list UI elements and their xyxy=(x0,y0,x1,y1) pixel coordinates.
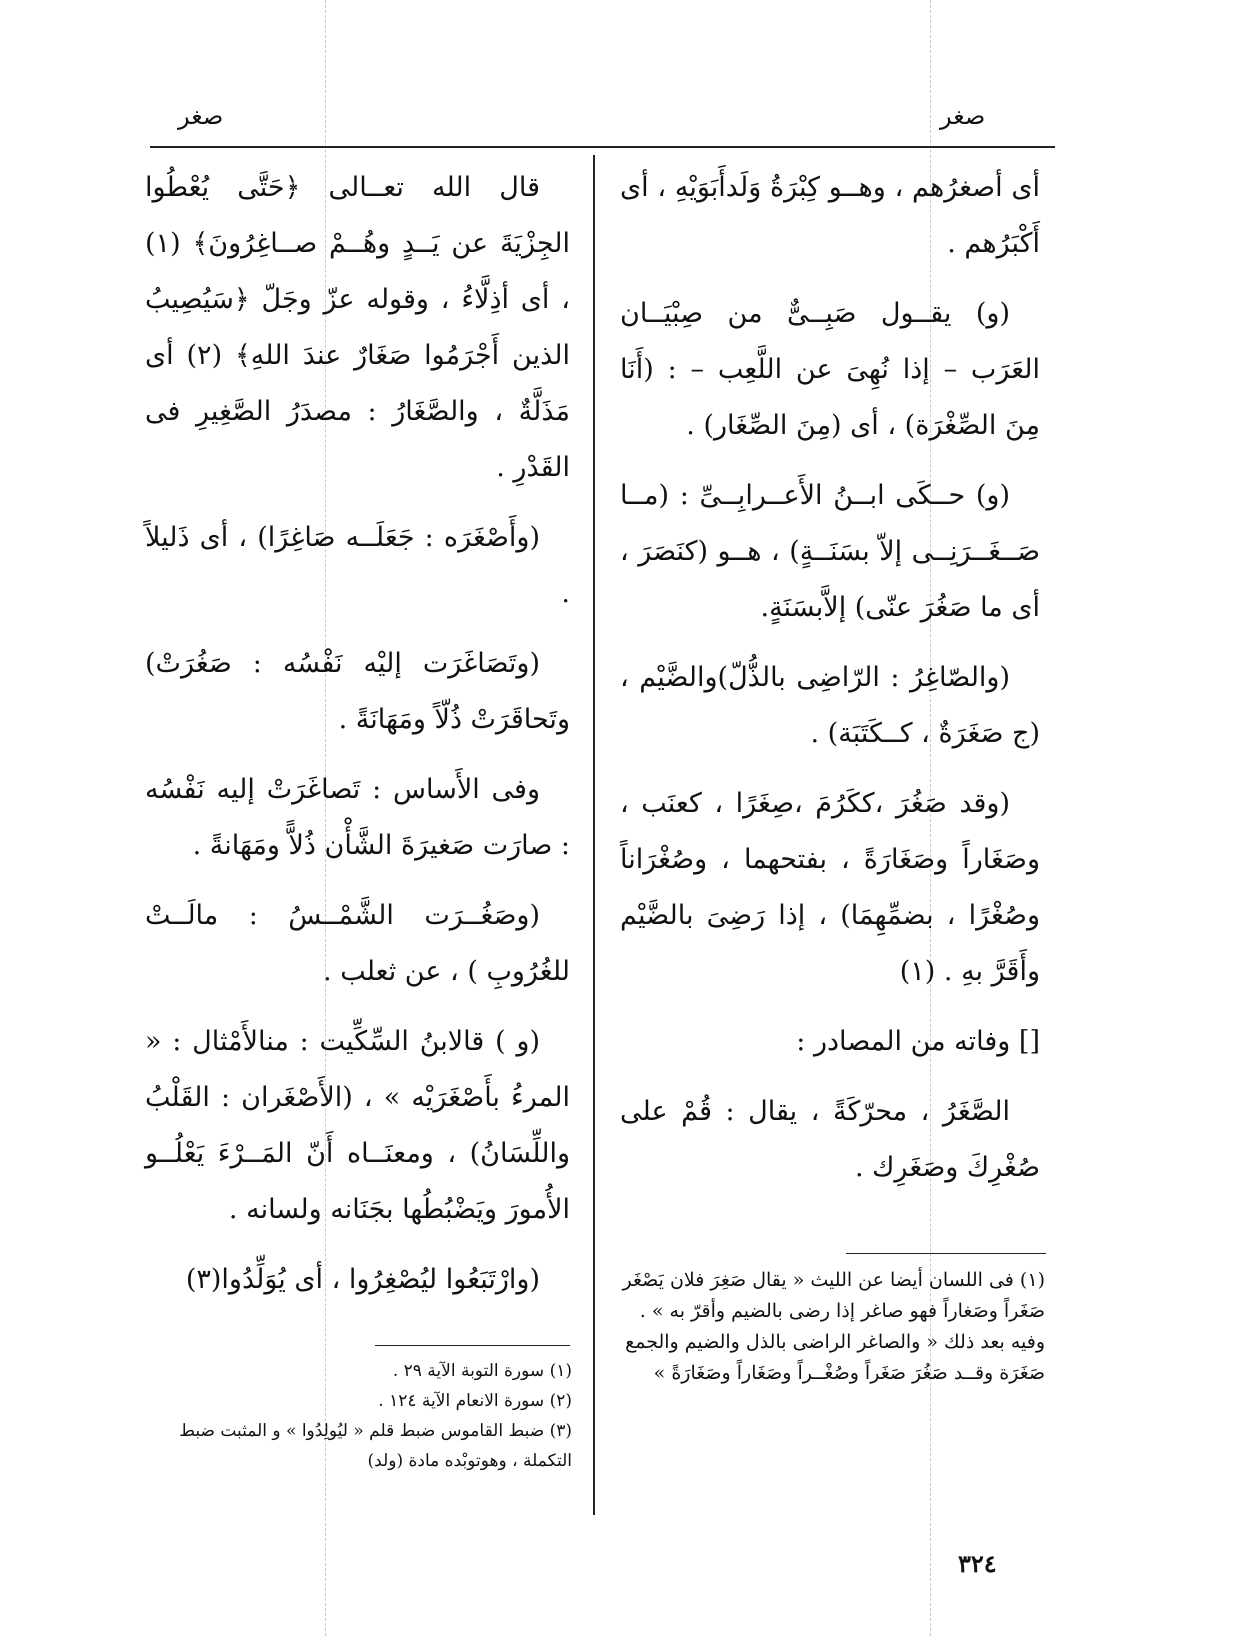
left-column xyxy=(145,160,570,1322)
paragraph: (وصَغُــرَت الشَّمْــسُ : مالَــتْ للغُرُوبِ ) ، عن ثعلب . xyxy=(145,900,570,987)
running-header-left: صغر xyxy=(178,102,224,130)
paragraph: وفى الأَساس : تَصاغَرَتْ إليه نَفْسُه : صارَت صَغيرَةَ الشَّأْن ذُلاًّ ومَهَانةً . xyxy=(145,774,570,861)
paragraph: (وتَصَاغَرَت إليْه نَفْسُه : صَغُرَتْ) وتَحاقَرَتْ ذُلّاً ومَهَانَةً . xyxy=(145,648,570,735)
footnote: (٢) سورة الانعام الآية ١٢٤ . xyxy=(378,1391,572,1411)
footnote: (١) سورة التوبة الآية ٢٩ . xyxy=(392,1361,572,1381)
column-divider xyxy=(593,155,595,1515)
paragraph: (وأَصْغَرَه : جَعَلَــه صَاغِرًا) ، أى ذَليلاً . xyxy=(145,522,570,609)
paragraph: (وقد صَغُرَ ،ككَرُمَ ،صِغَرًا ، كعنَب ، وصَغَاراً وصَغَارَةً ، بفتحهما ، وصُغْرَاناً وصُغْرًا ، بضمِّهِمَا) ، إذا رَضِىَ بالضَّيْم وأَقَرَّ بهِ . (١) xyxy=(620,788,1040,987)
paragraph: (و) حــكَى ابــنُ الأَعــرابِــىِّ : (مــا صَــغَــرَنِــى إلاّ بسَنَــةٍ) ، هــو (كنَصَرَ ، أى ما صَغُرَ عنّى) إلاَّبسَنَةٍ. xyxy=(620,480,1040,623)
paragraph: (و ) قالابنُ السِّكِّيت : منالأَمْثال : « المرءُ بأَصْغَرَيْه » ، (الأَصْغَران : القَلْبُ واللِّسَانُ) ، ومعنَــاه أَنّ المَــرْءَ يَعْلُــو الأُمورَ ويَضْبُطُها بجَنَانه ولسانه . xyxy=(145,1026,570,1225)
footnote: (١) فى اللسان أيضا عن الليث « يقال صَغِرَ فلان يَصْغَر صَغَراً وصَغاراً فهو صاغر إذا رضى بالضيم وأقرّ به » . وفيه بعد ذلك « والصاغر الراضى بالذل والضيم والجمع صَغَرَة وقــد صَغُرَ صَغَراً وصُغْــراً وصَغَاراً وصَغَارَةً » xyxy=(622,1269,1045,1384)
running-header-right: صغر xyxy=(940,102,986,130)
right-column xyxy=(620,160,1040,1210)
page-number: ٣٢٤ xyxy=(958,1549,997,1578)
footnotes-left xyxy=(140,1356,572,1476)
paragraph: (وارْتَبَعُوا ليُصْغِرُوا ، أى يُوَلِّدُوا(٣) xyxy=(185,1264,540,1295)
footnotes-right xyxy=(620,1265,1045,1389)
paragraph: أى أصغرُهم ، وهــو كِبْرَةُ وَلَدأَبَوَيْهِ ، أى أَكْبَرُهم . xyxy=(620,172,1040,259)
paragraph: قال الله تعــالى ﴿حَتَّى يُعْطُوا الجِزْيَةَ عن يَــدٍ وهُــمْ صــاغِرُونَ﴾ (١) ، أى أذِلَّاءُ ، وقوله عزّ وجَلّ ﴿سَيُصِيبُ الذين أَجْرَمُوا صَغَارٌ عندَ اللهِ﴾ (٢) أى مَذَلَّةٌ ، والصَّغَارُ : مصدَرُ الصَّغِيرِ فى القَدْرِ . xyxy=(145,172,570,483)
paragraph: الصَّغَرُ ، محرّكَةً ، يقال : قُمْ على صُغْرِكَ وصَغَرِك . xyxy=(620,1096,1040,1183)
footnote-rule-left xyxy=(375,1345,570,1346)
footnote: (٣) ضبط القاموس ضبط قلم « ليُولِدُوا » و المثبت ضبط التكملة ، وهوتوبْده مادة (ولد) xyxy=(179,1421,572,1471)
paragraph: (و) يقــول صَبِــىٌّ من صِبْيَــان العَرَب – إذا نُهِىَ عن اللَّعِب – : (أَنَا مِنَ الصِّغْرَة) ، أى (مِنَ الصِّغَار) . xyxy=(620,298,1040,441)
paragraph: [] وفاته من المصادر : xyxy=(796,1026,1040,1057)
paragraph: (والصّاغِرُ : الرّاضِى بالذُّلّ)والضَّيْم ، (ج صَغَرَةٌ ، كــكَتَبَة) . xyxy=(620,662,1040,749)
footnote-rule-right xyxy=(846,1253,1046,1254)
header-rule xyxy=(150,146,1055,148)
